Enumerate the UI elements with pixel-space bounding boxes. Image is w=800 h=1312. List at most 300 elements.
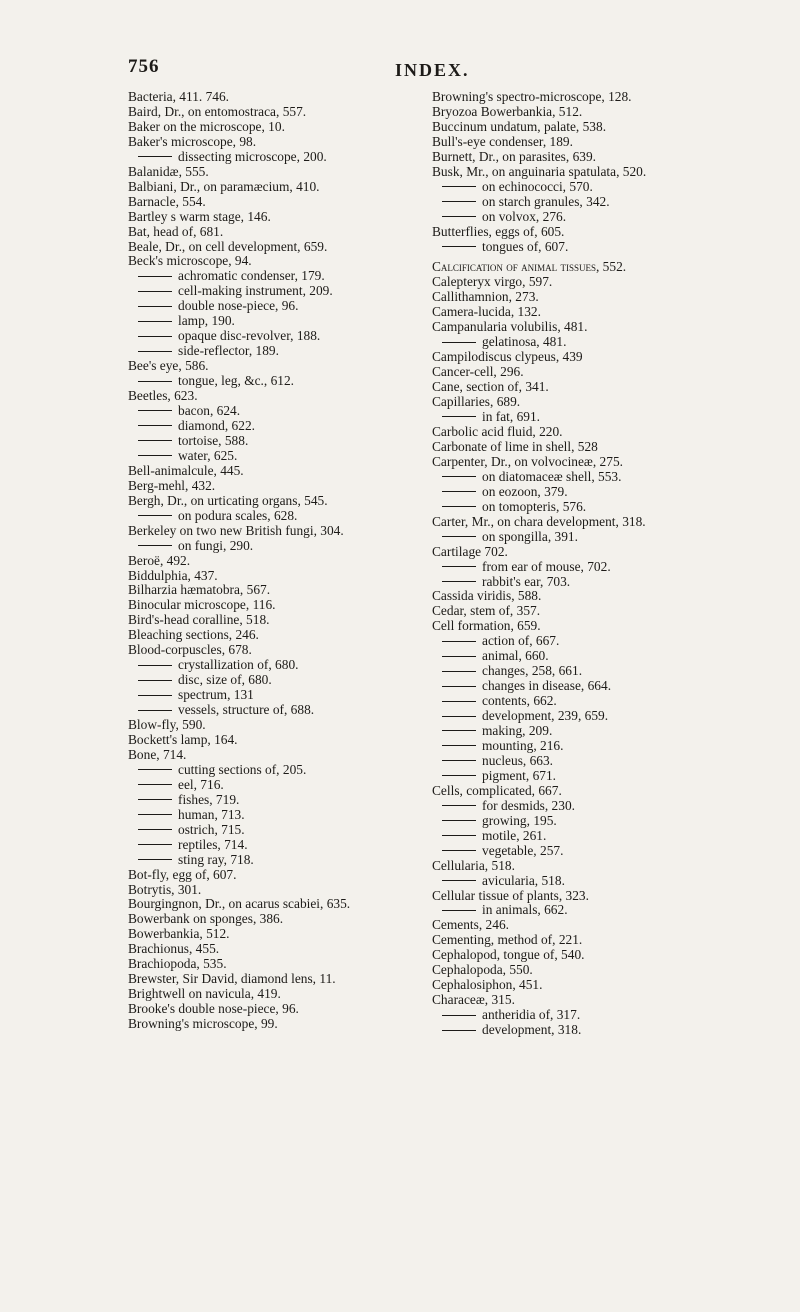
index-entry: [432, 604, 732, 619]
entry-text: Bird's-head coralline, 518.: [128, 612, 270, 628]
index-entry: [128, 972, 418, 987]
ditto-dash: [138, 276, 172, 277]
entry-text: on echinococci, 570.: [482, 178, 593, 194]
ditto-dash: [138, 769, 172, 770]
entry-text: from ear of mouse, 702.: [482, 558, 611, 574]
entry-text: cell-making instrument, 209.: [178, 283, 333, 299]
index-subentry: [128, 434, 418, 449]
ditto-dash: [138, 381, 172, 382]
ditto-dash: [138, 814, 172, 815]
entry-text: on volvox, 276.: [482, 208, 567, 224]
entry-text: fishes, 719.: [178, 791, 240, 807]
entry-text: mounting, 216.: [482, 737, 564, 753]
index-entry: [432, 365, 732, 380]
entry-text: Cassida viridis, 588.: [432, 588, 542, 604]
entry-text: on podura scales, 628.: [178, 507, 298, 523]
entry-text: motile, 261.: [482, 827, 547, 843]
index-entry: [128, 225, 418, 240]
page-number: 756: [128, 56, 160, 77]
ditto-dash: [442, 686, 476, 687]
entry-text: Cephalopoda, 550.: [432, 962, 533, 978]
ditto-dash: [442, 1015, 476, 1016]
entry-text: nucleus, 663.: [482, 752, 554, 768]
entry-text: Botrytis, 301.: [128, 881, 202, 897]
ditto-dash: [442, 760, 476, 761]
index-subentry: [432, 709, 732, 724]
index-subentry: [128, 688, 418, 703]
ditto-dash: [442, 342, 476, 343]
entry-text: Baker on the microscope, 10.: [128, 118, 285, 134]
entry-text: animal, 660.: [482, 648, 549, 664]
entry-text: Campanularia volubilis, 481.: [432, 319, 588, 335]
entry-text: bacon, 624.: [178, 403, 241, 419]
entry-text: in fat, 691.: [482, 409, 541, 425]
entry-text: Busk, Mr., on anguinaria spatulata, 520.: [432, 163, 647, 179]
index-subentry: [432, 560, 732, 575]
entry-text: Bleaching sections, 246.: [128, 627, 259, 643]
entry-text: vegetable, 257.: [482, 842, 564, 858]
ditto-dash: [442, 506, 476, 507]
ditto-dash: [138, 306, 172, 307]
index-entry: [128, 718, 418, 733]
index-entry: [432, 889, 732, 904]
entry-text: on spongilla, 391.: [482, 528, 578, 544]
index-entry: [128, 912, 418, 927]
entry-text: Bell-animalcule, 445.: [128, 462, 244, 478]
entry-text: disc, size of, 680.: [178, 672, 272, 688]
entry-text: Bat, head of, 681.: [128, 223, 224, 239]
index-entry: [432, 290, 732, 305]
index-entry: [432, 395, 732, 410]
index-entry: [128, 359, 418, 374]
index-entry: [128, 733, 418, 748]
entry-text: tongue, leg, &c., 612.: [178, 373, 295, 389]
index-subentry: [432, 649, 732, 664]
index-subentry: [432, 724, 732, 739]
entry-text: reptiles, 714.: [178, 836, 248, 852]
entry-text: Carter, Mr., on chara development, 318.: [432, 513, 646, 529]
index-entry: [432, 440, 732, 455]
entry-text: sting ray, 718.: [178, 851, 254, 867]
entry-text: tortoise, 588.: [178, 432, 249, 448]
entry-text: Bee's eye, 586.: [128, 358, 209, 374]
entry-text: development, 239, 659.: [482, 708, 609, 724]
entry-text: Beroë, 492.: [128, 552, 191, 568]
entry-text: Barnacle, 554.: [128, 193, 206, 209]
index-subentry: [128, 838, 418, 853]
ditto-dash: [138, 410, 172, 411]
entry-text: in animals, 662.: [482, 902, 568, 918]
entry-text: Bartley s warm stage, 146.: [128, 208, 271, 224]
index-entry: [128, 494, 418, 509]
index-subentry: [432, 739, 732, 754]
ditto-dash: [442, 835, 476, 836]
ditto-dash: [138, 665, 172, 666]
ditto-dash: [138, 440, 172, 441]
index-entry: [432, 135, 732, 150]
index-subentry: [128, 778, 418, 793]
entry-text: Bot-fly, egg of, 607.: [128, 866, 237, 882]
entry-text: Buccinum undatum, palate, 538.: [432, 118, 607, 134]
index-entry: [432, 619, 732, 634]
index-entry: [432, 515, 732, 530]
entry-text: Blow-fly, 590.: [128, 717, 206, 733]
index-subentry: [432, 180, 732, 195]
entry-text: Bryozoa Bowerbankia, 512.: [432, 103, 583, 119]
entry-text: on starch granules, 342.: [482, 193, 610, 209]
entry-text: Carpenter, Dr., on volvocineæ, 275.: [432, 453, 623, 469]
index-entry: [128, 389, 418, 404]
entry-text: Brooke's double nose-piece, 96.: [128, 1001, 299, 1017]
entry-text: Cartilage 702.: [432, 543, 508, 559]
index-entry: [128, 897, 418, 912]
ditto-dash: [442, 1030, 476, 1031]
index-entry: [128, 554, 418, 569]
entry-text: human, 713.: [178, 806, 245, 822]
index-subentry: [432, 679, 732, 694]
entry-text: on diatomaceæ shell, 553.: [482, 468, 622, 484]
index-entry: [128, 942, 418, 957]
ditto-dash: [138, 291, 172, 292]
ditto-dash: [138, 799, 172, 800]
ditto-dash: [442, 775, 476, 776]
entry-text: water, 625.: [178, 447, 238, 463]
entry-text: side-reflector, 189.: [178, 343, 279, 359]
index-subentry: [128, 419, 418, 434]
entry-text: Beetles, 623.: [128, 388, 198, 404]
index-entry: [128, 165, 418, 180]
index-subentry: [432, 814, 732, 829]
entry-text: Beck's microscope, 94.: [128, 253, 252, 269]
entry-text: Cane, section of, 341.: [432, 379, 549, 395]
entry-text: making, 209.: [482, 723, 553, 739]
index-entry: [128, 643, 418, 658]
index-subentry: [432, 664, 732, 679]
entry-text: opaque disc-revolver, 188.: [178, 328, 321, 344]
ditto-dash: [442, 850, 476, 851]
entry-text: lamp, 190.: [178, 313, 235, 329]
entry-text: pigment, 671.: [482, 767, 557, 783]
index-entry: [432, 455, 732, 470]
index-subentry: [432, 210, 732, 225]
index-entry: [128, 524, 418, 539]
entry-text: Bilharzia hæmatobra, 567.: [128, 582, 271, 598]
index-entry: [128, 210, 418, 225]
index-column-left: [128, 90, 418, 1032]
index-entry: [432, 933, 732, 948]
entry-text: Beale, Dr., on cell development, 659.: [128, 238, 328, 254]
index-subentry: [128, 299, 418, 314]
ditto-dash: [138, 455, 172, 456]
index-entry: [432, 120, 732, 135]
entry-text: Carbolic acid fluid, 220.: [432, 423, 563, 439]
entry-text: Bone, 714.: [128, 746, 187, 762]
entry-text: Balbiani, Dr., on paramæcium, 410.: [128, 178, 320, 194]
entry-text: Cephalopod, tongue of, 540.: [432, 947, 585, 963]
entry-text: Bowerbank on sponges, 386.: [128, 911, 284, 927]
index-subentry: [432, 240, 732, 255]
entry-text: Butterflies, eggs of, 605.: [432, 223, 565, 239]
index-entry: [128, 883, 418, 898]
ditto-dash: [442, 416, 476, 417]
index-entry: [128, 479, 418, 494]
page-heading: INDEX.: [395, 60, 470, 80]
ditto-dash: [138, 336, 172, 337]
entry-text: Bourgingnon, Dr., on acarus scabiei, 635.: [128, 896, 351, 912]
index-entry: [432, 948, 732, 963]
entry-text: changes in disease, 664.: [482, 678, 612, 694]
ditto-dash: [442, 491, 476, 492]
index-entry: [432, 784, 732, 799]
index-subentry: [128, 793, 418, 808]
ditto-dash: [442, 641, 476, 642]
entry-text: Cephalosiphon, 451.: [432, 977, 543, 993]
ditto-dash: [138, 321, 172, 322]
index-subentry: [432, 874, 732, 889]
index-entry: [128, 90, 418, 105]
index-subentry: [128, 150, 418, 165]
ditto-dash: [442, 536, 476, 537]
index-entry: [432, 165, 732, 180]
ditto-dash: [138, 515, 172, 516]
entry-text: ostrich, 715.: [178, 821, 245, 837]
entry-text: Bowerbankia, 512.: [128, 926, 230, 942]
index-entry: [432, 320, 732, 335]
index-subentry: [432, 1008, 732, 1023]
ditto-dash: [442, 186, 476, 187]
entry-text: Camera-lucida, 132.: [432, 304, 541, 320]
entry-text: Campilodiscus clypeus, 439: [432, 349, 583, 365]
entry-text: Binocular microscope, 116.: [128, 597, 276, 613]
index-subentry: [432, 829, 732, 844]
index-subentry: [432, 634, 732, 649]
entry-text: Biddulphia, 437.: [128, 567, 218, 583]
entry-text: Cellular tissue of plants, 323.: [432, 887, 589, 903]
index-subentry: [432, 335, 732, 350]
entry-text: Callithamnion, 273.: [432, 289, 539, 305]
ditto-dash: [138, 351, 172, 352]
entry-text: Baker's microscope, 98.: [128, 133, 257, 149]
ditto-dash: [138, 859, 172, 860]
ditto-dash: [442, 476, 476, 477]
index-entry: [432, 589, 732, 604]
entry-text: rabbit's ear, 703.: [482, 573, 571, 589]
entry-text: Bergh, Dr., on urticating organs, 545.: [128, 492, 328, 508]
index-entry: [128, 748, 418, 763]
index-entry: [432, 275, 732, 290]
entry-text: Calcification of animal tissues, 552.: [432, 259, 627, 275]
entry-text: dissecting microscope, 200.: [178, 148, 327, 164]
entry-text: cutting sections of, 205.: [178, 761, 307, 777]
ditto-dash: [138, 156, 172, 157]
entry-text: contents, 662.: [482, 693, 557, 709]
index-entry: [128, 987, 418, 1002]
ditto-dash: [138, 425, 172, 426]
entry-text: for desmids, 230.: [482, 797, 575, 813]
ditto-dash: [442, 566, 476, 567]
index-entry: [432, 545, 732, 560]
entry-text: diamond, 622.: [178, 417, 255, 433]
entry-text: changes, 258, 661.: [482, 663, 583, 679]
entry-text: development, 318.: [482, 1022, 582, 1038]
index-entry: [128, 135, 418, 150]
ditto-dash: [442, 246, 476, 247]
entry-text: Cells, complicated, 667.: [432, 782, 562, 798]
ditto-dash: [138, 545, 172, 546]
index-subentry: [432, 903, 732, 918]
entry-text: avicularia, 518.: [482, 872, 565, 888]
entry-text: Carbonate of lime in shell, 528: [432, 438, 598, 454]
index-subentry: [432, 530, 732, 545]
entry-text: spectrum, 131: [178, 687, 254, 703]
entry-text: Cedar, stem of, 357.: [432, 603, 541, 619]
index-entry: [128, 957, 418, 972]
ditto-dash: [442, 880, 476, 881]
entry-text: Bull's-eye condenser, 189.: [432, 133, 573, 149]
index-entry: [128, 583, 418, 598]
entry-text: achromatic condenser, 179.: [178, 268, 325, 284]
ditto-dash: [442, 201, 476, 202]
index-subentry: [432, 694, 732, 709]
index-subentry: [128, 329, 418, 344]
entry-text: Cementing, method of, 221.: [432, 932, 583, 948]
entry-text: Brachiopoda, 535.: [128, 956, 227, 972]
index-subentry: [128, 269, 418, 284]
index-entry: [128, 569, 418, 584]
index-entry: [128, 927, 418, 942]
index-entry: [432, 225, 732, 240]
index-subentry: [128, 314, 418, 329]
entry-text: double nose-piece, 96.: [178, 298, 299, 314]
index-subentry: [128, 404, 418, 419]
index-subentry: [432, 799, 732, 814]
entry-text: on eozoon, 379.: [482, 483, 568, 499]
entry-text: Brachionus, 455.: [128, 941, 220, 957]
ditto-dash: [442, 216, 476, 217]
entry-text: Capillaries, 689.: [432, 394, 521, 410]
entry-text: Cancer-cell, 296.: [432, 364, 524, 380]
ditto-dash: [442, 820, 476, 821]
index-entry: [432, 350, 732, 365]
entry-text: Balanidæ, 555.: [128, 163, 209, 179]
index-subentry: [432, 195, 732, 210]
index-entry: [128, 1002, 418, 1017]
index-subentry: [128, 823, 418, 838]
entry-text: Browning's microscope, 99.: [128, 1016, 278, 1032]
entry-text: Baird, Dr., on entomostraca, 557.: [128, 103, 307, 119]
index-entry: [432, 425, 732, 440]
index-entry: [432, 90, 732, 105]
index-subentry: [128, 509, 418, 524]
index-subentry: [128, 539, 418, 554]
index-entry: [128, 628, 418, 643]
ditto-dash: [138, 784, 172, 785]
entry-text: Browning's spectro-microscope, 128.: [432, 89, 632, 104]
entry-text: Calepteryx virgo, 597.: [432, 274, 553, 290]
entry-text: Berkeley on two new British fungi, 304.: [128, 522, 344, 538]
index-subentry: [432, 754, 732, 769]
ditto-dash: [442, 730, 476, 731]
index-entry: [432, 859, 732, 874]
index-subentry: [128, 449, 418, 464]
index-subentry: [128, 763, 418, 778]
index-entry: [128, 868, 418, 883]
index-entry: [432, 380, 732, 395]
index-entry: [128, 240, 418, 255]
index-entry: [128, 613, 418, 628]
index-entry: [128, 195, 418, 210]
entry-text: Blood-corpuscles, 678.: [128, 642, 252, 658]
index-subentry: [128, 344, 418, 359]
ditto-dash: [442, 716, 476, 717]
index-subentry: [432, 410, 732, 425]
entry-text: eel, 716.: [178, 776, 224, 792]
index-entry: [432, 978, 732, 993]
entry-text: growing, 195.: [482, 812, 557, 828]
index-entry: [128, 1017, 418, 1032]
entry-text: tongues of, 607.: [482, 238, 569, 254]
index-subentry: [128, 808, 418, 823]
index-subentry: [128, 374, 418, 389]
index-entry: [432, 305, 732, 320]
entry-text: vessels, structure of, 688.: [178, 702, 315, 718]
entry-text: Characeæ, 315.: [432, 992, 515, 1008]
index-entry: [432, 260, 732, 275]
ditto-dash: [442, 656, 476, 657]
entry-text: Cellularia, 518.: [432, 857, 515, 873]
entry-text: Cell formation, 659.: [432, 618, 541, 634]
ditto-dash: [138, 710, 172, 711]
index-subentry: [432, 575, 732, 590]
entry-text: Burnett, Dr., on parasites, 639.: [432, 148, 597, 164]
index-entry: [432, 993, 732, 1008]
ditto-dash: [442, 910, 476, 911]
index-subentry: [128, 284, 418, 299]
index-subentry: [432, 1023, 732, 1038]
entry-text: Bockett's lamp, 164.: [128, 731, 238, 747]
entry-text: antheridia of, 317.: [482, 1007, 581, 1023]
index-entry: [128, 464, 418, 479]
entry-text: Berg-mehl, 432.: [128, 477, 216, 493]
index-entry: [128, 254, 418, 269]
ditto-dash: [138, 680, 172, 681]
index-entry: [432, 963, 732, 978]
entry-text: gelatinosa, 481.: [482, 334, 567, 350]
index-entry: [128, 598, 418, 613]
entry-text: on fungi, 290.: [178, 537, 254, 553]
ditto-dash: [442, 671, 476, 672]
entry-text: action of, 667.: [482, 633, 560, 649]
index-entry: [432, 105, 732, 120]
index-subentry: [432, 500, 732, 515]
entry-text: on tomopteris, 576.: [482, 498, 587, 514]
index-entry: [128, 120, 418, 135]
index-subentry: [432, 470, 732, 485]
ditto-dash: [442, 701, 476, 702]
ditto-dash: [442, 581, 476, 582]
ditto-dash: [138, 829, 172, 830]
index-subentry: [128, 673, 418, 688]
index-subentry: [128, 658, 418, 673]
index-subentry: [432, 485, 732, 500]
entry-text: Brightwell on navicula, 419.: [128, 986, 281, 1002]
index-subentry: [432, 769, 732, 784]
ditto-dash: [138, 844, 172, 845]
index-subentry: [432, 844, 732, 859]
index-entry: [128, 105, 418, 120]
index-subentry: [128, 703, 418, 718]
ditto-dash: [442, 745, 476, 746]
